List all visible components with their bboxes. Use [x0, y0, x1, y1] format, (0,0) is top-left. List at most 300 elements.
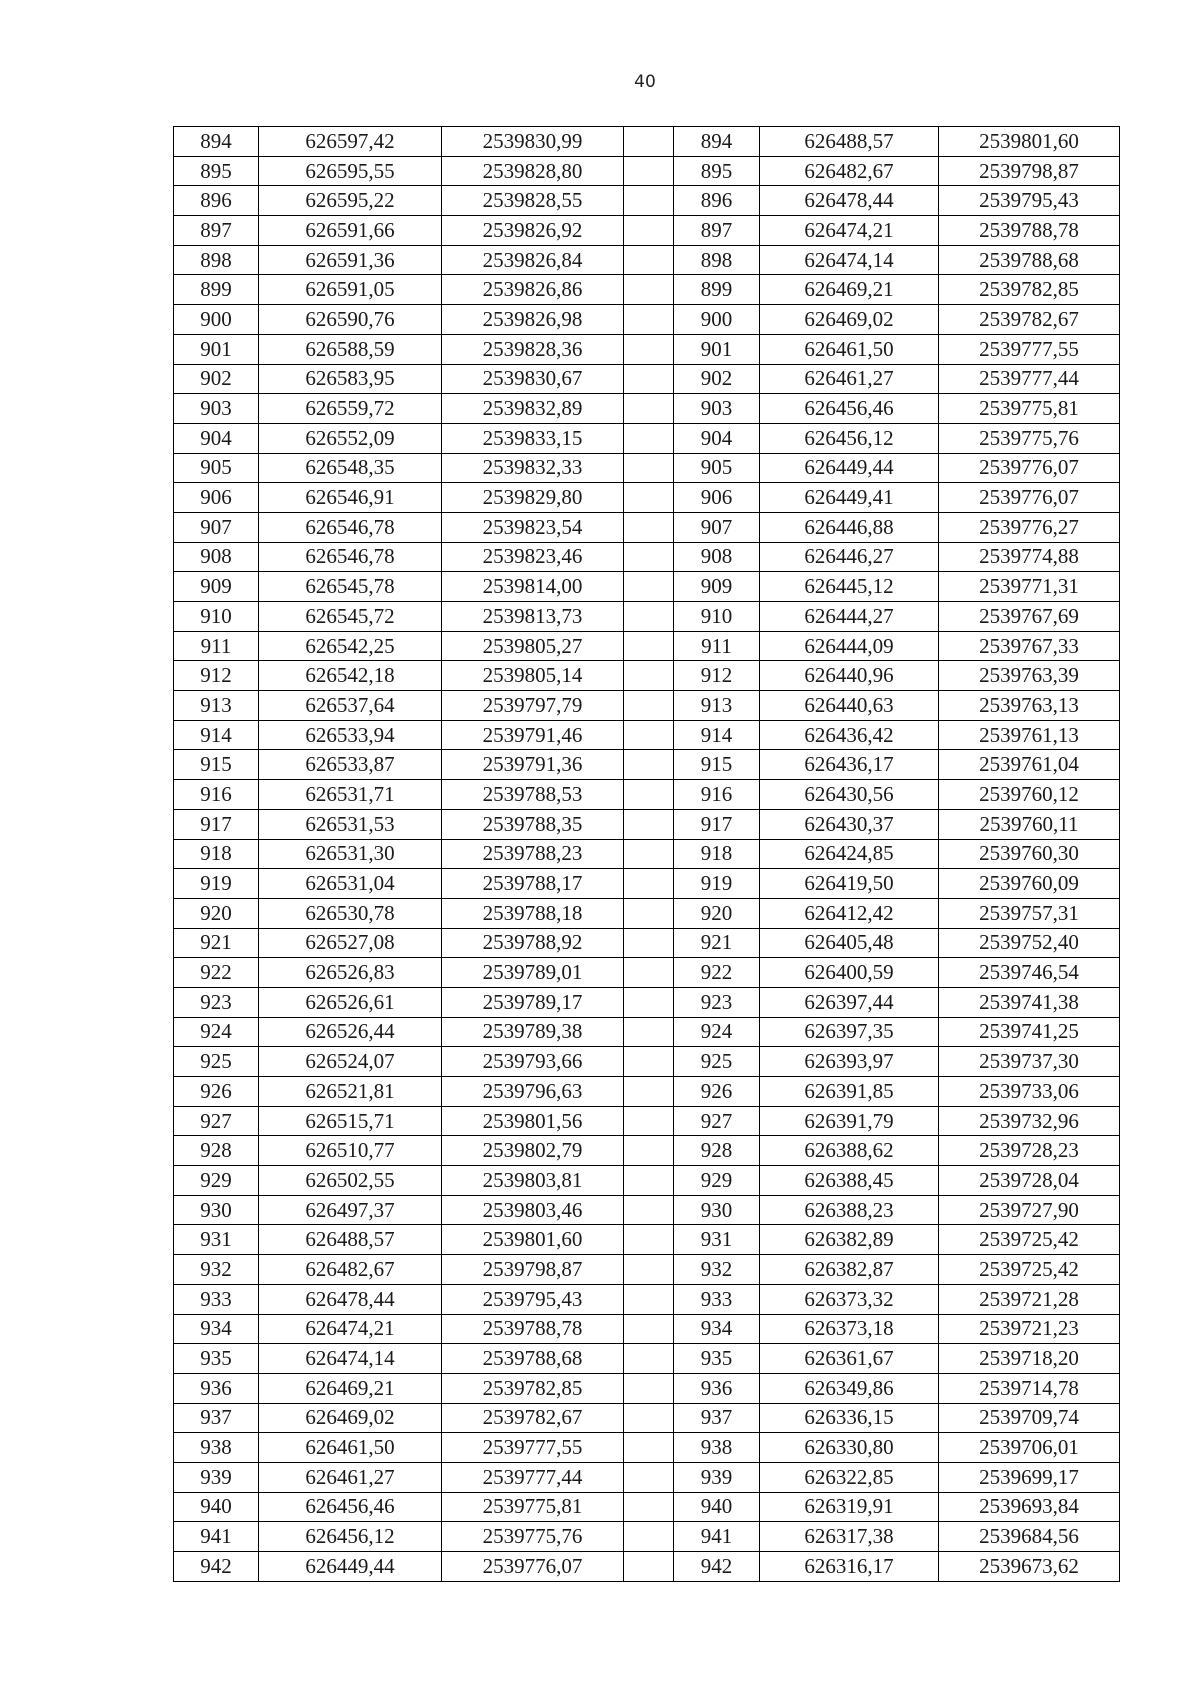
right-y-coordinate-cell: 2539801,60: [939, 127, 1120, 157]
left-x-coordinate-cell: 626533,94: [259, 720, 442, 750]
left-x-coordinate-cell: 626548,35: [259, 453, 442, 483]
left-point-number-cell: 938: [174, 1433, 259, 1463]
right-y-coordinate-cell: 2539760,12: [939, 780, 1120, 810]
table-row: [174, 1017, 1120, 1047]
left-x-coordinate-cell: 626597,42: [259, 127, 442, 157]
left-point-number-cell: 932: [174, 1255, 259, 1285]
right-y-coordinate-cell: 2539721,23: [939, 1314, 1120, 1344]
left-x-coordinate-cell: 626521,81: [259, 1077, 442, 1107]
left-point-number-cell: 913: [174, 691, 259, 721]
right-point-number-cell: 925: [674, 1047, 760, 1077]
left-x-coordinate-cell: 626530,78: [259, 898, 442, 928]
table-row: [174, 631, 1120, 661]
right-x-coordinate-cell: 626336,15: [760, 1403, 939, 1433]
left-y-coordinate-cell: 2539789,17: [442, 987, 624, 1017]
page-number: 40: [634, 72, 656, 92]
right-point-number-cell: 921: [674, 928, 760, 958]
right-point-number-cell: 895: [674, 156, 760, 186]
left-point-number-cell: 914: [174, 720, 259, 750]
left-y-coordinate-cell: 2539826,84: [442, 245, 624, 275]
left-y-coordinate-cell: 2539833,15: [442, 423, 624, 453]
empty-separator-cell: [624, 602, 674, 632]
right-point-number-cell: 939: [674, 1462, 760, 1492]
left-point-number-cell: 903: [174, 394, 259, 424]
right-x-coordinate-cell: 626373,32: [760, 1284, 939, 1314]
right-point-number-cell: 911: [674, 631, 760, 661]
empty-separator-cell: [624, 216, 674, 246]
right-x-coordinate-cell: 626419,50: [760, 869, 939, 899]
table-row: [174, 1492, 1120, 1522]
empty-separator-cell: [624, 1344, 674, 1374]
left-y-coordinate-cell: 2539801,56: [442, 1106, 624, 1136]
table-row: [174, 1373, 1120, 1403]
left-y-coordinate-cell: 2539828,55: [442, 186, 624, 216]
empty-separator-cell: [624, 1136, 674, 1166]
left-point-number-cell: 935: [174, 1344, 259, 1374]
table-row: [174, 1433, 1120, 1463]
right-x-coordinate-cell: 626393,97: [760, 1047, 939, 1077]
right-x-coordinate-cell: 626388,45: [760, 1166, 939, 1196]
right-point-number-cell: 900: [674, 305, 760, 335]
left-point-number-cell: 895: [174, 156, 259, 186]
empty-separator-cell: [624, 1522, 674, 1552]
left-point-number-cell: 902: [174, 364, 259, 394]
left-point-number-cell: 936: [174, 1373, 259, 1403]
right-y-coordinate-cell: 2539728,04: [939, 1166, 1120, 1196]
left-x-coordinate-cell: 626542,25: [259, 631, 442, 661]
left-x-coordinate-cell: 626456,46: [259, 1492, 442, 1522]
left-x-coordinate-cell: 626461,50: [259, 1433, 442, 1463]
empty-separator-cell: [624, 275, 674, 305]
left-point-number-cell: 910: [174, 602, 259, 632]
left-point-number-cell: 934: [174, 1314, 259, 1344]
left-y-coordinate-cell: 2539788,35: [442, 809, 624, 839]
right-point-number-cell: 914: [674, 720, 760, 750]
right-point-number-cell: 918: [674, 839, 760, 869]
right-x-coordinate-cell: 626445,12: [760, 572, 939, 602]
left-x-coordinate-cell: 626469,02: [259, 1403, 442, 1433]
left-point-number-cell: 941: [174, 1522, 259, 1552]
left-y-coordinate-cell: 2539828,80: [442, 156, 624, 186]
right-point-number-cell: 922: [674, 958, 760, 988]
right-y-coordinate-cell: 2539763,13: [939, 691, 1120, 721]
right-y-coordinate-cell: 2539699,17: [939, 1462, 1120, 1492]
table-row: [174, 186, 1120, 216]
right-y-coordinate-cell: 2539774,88: [939, 542, 1120, 572]
table-row: [174, 987, 1120, 1017]
right-x-coordinate-cell: 626488,57: [760, 127, 939, 157]
left-y-coordinate-cell: 2539782,85: [442, 1373, 624, 1403]
right-y-coordinate-cell: 2539732,96: [939, 1106, 1120, 1136]
right-point-number-cell: 908: [674, 542, 760, 572]
table-row: [174, 602, 1120, 632]
right-x-coordinate-cell: 626446,27: [760, 542, 939, 572]
empty-separator-cell: [624, 691, 674, 721]
right-y-coordinate-cell: 2539721,28: [939, 1284, 1120, 1314]
left-y-coordinate-cell: 2539788,17: [442, 869, 624, 899]
right-x-coordinate-cell: 626397,35: [760, 1017, 939, 1047]
right-y-coordinate-cell: 2539757,31: [939, 898, 1120, 928]
left-point-number-cell: 922: [174, 958, 259, 988]
empty-separator-cell: [624, 1106, 674, 1136]
right-point-number-cell: 901: [674, 334, 760, 364]
right-x-coordinate-cell: 626461,27: [760, 364, 939, 394]
right-y-coordinate-cell: 2539741,25: [939, 1017, 1120, 1047]
empty-separator-cell: [624, 1314, 674, 1344]
left-x-coordinate-cell: 626456,12: [259, 1522, 442, 1552]
left-x-coordinate-cell: 626546,91: [259, 483, 442, 513]
right-point-number-cell: 927: [674, 1106, 760, 1136]
right-x-coordinate-cell: 626449,44: [760, 453, 939, 483]
left-y-coordinate-cell: 2539775,81: [442, 1492, 624, 1522]
right-x-coordinate-cell: 626469,21: [760, 275, 939, 305]
right-x-coordinate-cell: 626382,87: [760, 1255, 939, 1285]
left-y-coordinate-cell: 2539788,92: [442, 928, 624, 958]
left-y-coordinate-cell: 2539814,00: [442, 572, 624, 602]
table-row: [174, 127, 1120, 157]
right-x-coordinate-cell: 626373,18: [760, 1314, 939, 1344]
empty-separator-cell: [624, 394, 674, 424]
left-y-coordinate-cell: 2539793,66: [442, 1047, 624, 1077]
right-point-number-cell: 905: [674, 453, 760, 483]
table-row: [174, 928, 1120, 958]
right-y-coordinate-cell: 2539746,54: [939, 958, 1120, 988]
right-y-coordinate-cell: 2539782,67: [939, 305, 1120, 335]
empty-separator-cell: [624, 1017, 674, 1047]
left-x-coordinate-cell: 626591,66: [259, 216, 442, 246]
empty-separator-cell: [624, 305, 674, 335]
right-x-coordinate-cell: 626412,42: [760, 898, 939, 928]
coordinates-table: [173, 126, 1120, 1582]
right-x-coordinate-cell: 626449,41: [760, 483, 939, 513]
left-y-coordinate-cell: 2539823,54: [442, 512, 624, 542]
table-row: [174, 839, 1120, 869]
table-row: [174, 156, 1120, 186]
left-x-coordinate-cell: 626488,57: [259, 1225, 442, 1255]
right-x-coordinate-cell: 626316,17: [760, 1552, 939, 1582]
right-point-number-cell: 912: [674, 661, 760, 691]
right-x-coordinate-cell: 626436,42: [760, 720, 939, 750]
right-point-number-cell: 934: [674, 1314, 760, 1344]
left-y-coordinate-cell: 2539777,44: [442, 1462, 624, 1492]
left-y-coordinate-cell: 2539795,43: [442, 1284, 624, 1314]
left-point-number-cell: 942: [174, 1552, 259, 1582]
empty-separator-cell: [624, 364, 674, 394]
right-y-coordinate-cell: 2539771,31: [939, 572, 1120, 602]
left-x-coordinate-cell: 626552,09: [259, 423, 442, 453]
right-y-coordinate-cell: 2539737,30: [939, 1047, 1120, 1077]
right-y-coordinate-cell: 2539777,55: [939, 334, 1120, 364]
table-row: [174, 1403, 1120, 1433]
right-x-coordinate-cell: 626444,09: [760, 631, 939, 661]
left-y-coordinate-cell: 2539832,89: [442, 394, 624, 424]
left-point-number-cell: 921: [174, 928, 259, 958]
table-row: [174, 898, 1120, 928]
right-y-coordinate-cell: 2539798,87: [939, 156, 1120, 186]
right-point-number-cell: 896: [674, 186, 760, 216]
table-row: [174, 809, 1120, 839]
left-point-number-cell: 911: [174, 631, 259, 661]
right-point-number-cell: 940: [674, 1492, 760, 1522]
empty-separator-cell: [624, 483, 674, 513]
right-point-number-cell: 924: [674, 1017, 760, 1047]
left-y-coordinate-cell: 2539805,27: [442, 631, 624, 661]
right-x-coordinate-cell: 626456,46: [760, 394, 939, 424]
right-x-coordinate-cell: 626446,88: [760, 512, 939, 542]
left-y-coordinate-cell: 2539830,67: [442, 364, 624, 394]
right-y-coordinate-cell: 2539776,07: [939, 483, 1120, 513]
right-y-coordinate-cell: 2539760,11: [939, 809, 1120, 839]
table-row: [174, 1255, 1120, 1285]
right-y-coordinate-cell: 2539775,81: [939, 394, 1120, 424]
right-x-coordinate-cell: 626322,85: [760, 1462, 939, 1492]
left-point-number-cell: 907: [174, 512, 259, 542]
right-point-number-cell: 917: [674, 809, 760, 839]
right-y-coordinate-cell: 2539706,01: [939, 1433, 1120, 1463]
right-x-coordinate-cell: 626388,23: [760, 1195, 939, 1225]
left-x-coordinate-cell: 626515,71: [259, 1106, 442, 1136]
right-y-coordinate-cell: 2539788,78: [939, 216, 1120, 246]
left-point-number-cell: 927: [174, 1106, 259, 1136]
right-y-coordinate-cell: 2539767,33: [939, 631, 1120, 661]
left-point-number-cell: 933: [174, 1284, 259, 1314]
left-y-coordinate-cell: 2539776,07: [442, 1552, 624, 1582]
empty-separator-cell: [624, 631, 674, 661]
right-y-coordinate-cell: 2539767,69: [939, 602, 1120, 632]
table-row: [174, 1195, 1120, 1225]
right-point-number-cell: 926: [674, 1077, 760, 1107]
right-point-number-cell: 929: [674, 1166, 760, 1196]
left-x-coordinate-cell: 626449,44: [259, 1552, 442, 1582]
empty-separator-cell: [624, 542, 674, 572]
right-x-coordinate-cell: 626469,02: [760, 305, 939, 335]
left-y-coordinate-cell: 2539775,76: [442, 1522, 624, 1552]
left-point-number-cell: 898: [174, 245, 259, 275]
left-point-number-cell: 909: [174, 572, 259, 602]
empty-separator-cell: [624, 928, 674, 958]
empty-separator-cell: [624, 1433, 674, 1463]
left-y-coordinate-cell: 2539796,63: [442, 1077, 624, 1107]
left-point-number-cell: 915: [174, 750, 259, 780]
right-point-number-cell: 904: [674, 423, 760, 453]
table-row: [174, 1314, 1120, 1344]
left-point-number-cell: 912: [174, 661, 259, 691]
table-row: [174, 661, 1120, 691]
empty-separator-cell: [624, 780, 674, 810]
right-point-number-cell: 906: [674, 483, 760, 513]
left-y-coordinate-cell: 2539829,80: [442, 483, 624, 513]
left-y-coordinate-cell: 2539826,92: [442, 216, 624, 246]
right-y-coordinate-cell: 2539761,13: [939, 720, 1120, 750]
table-row: [174, 542, 1120, 572]
table-row: [174, 720, 1120, 750]
left-x-coordinate-cell: 626595,22: [259, 186, 442, 216]
left-x-coordinate-cell: 626526,61: [259, 987, 442, 1017]
right-x-coordinate-cell: 626391,79: [760, 1106, 939, 1136]
right-y-coordinate-cell: 2539752,40: [939, 928, 1120, 958]
left-y-coordinate-cell: 2539789,01: [442, 958, 624, 988]
left-y-coordinate-cell: 2539801,60: [442, 1225, 624, 1255]
right-x-coordinate-cell: 626474,14: [760, 245, 939, 275]
left-point-number-cell: 937: [174, 1403, 259, 1433]
left-point-number-cell: 928: [174, 1136, 259, 1166]
left-y-coordinate-cell: 2539828,36: [442, 334, 624, 364]
table-row: [174, 512, 1120, 542]
table-row: [174, 1522, 1120, 1552]
left-x-coordinate-cell: 626502,55: [259, 1166, 442, 1196]
left-y-coordinate-cell: 2539789,38: [442, 1017, 624, 1047]
right-x-coordinate-cell: 626440,63: [760, 691, 939, 721]
table-row: [174, 394, 1120, 424]
table-row: [174, 1077, 1120, 1107]
right-y-coordinate-cell: 2539776,07: [939, 453, 1120, 483]
right-x-coordinate-cell: 626330,80: [760, 1433, 939, 1463]
table-row: [174, 1552, 1120, 1582]
left-x-coordinate-cell: 626545,78: [259, 572, 442, 602]
table-row: [174, 572, 1120, 602]
right-point-number-cell: 938: [674, 1433, 760, 1463]
table-row: [174, 245, 1120, 275]
left-y-coordinate-cell: 2539805,14: [442, 661, 624, 691]
right-point-number-cell: 931: [674, 1225, 760, 1255]
left-y-coordinate-cell: 2539803,81: [442, 1166, 624, 1196]
left-y-coordinate-cell: 2539813,73: [442, 602, 624, 632]
right-x-coordinate-cell: 626317,38: [760, 1522, 939, 1552]
left-point-number-cell: 896: [174, 186, 259, 216]
right-x-coordinate-cell: 626430,56: [760, 780, 939, 810]
left-y-coordinate-cell: 2539788,78: [442, 1314, 624, 1344]
empty-separator-cell: [624, 127, 674, 157]
empty-separator-cell: [624, 186, 674, 216]
left-y-coordinate-cell: 2539788,18: [442, 898, 624, 928]
table-row: [174, 958, 1120, 988]
empty-separator-cell: [624, 839, 674, 869]
right-point-number-cell: 937: [674, 1403, 760, 1433]
right-y-coordinate-cell: 2539727,90: [939, 1195, 1120, 1225]
right-y-coordinate-cell: 2539788,68: [939, 245, 1120, 275]
empty-separator-cell: [624, 423, 674, 453]
right-y-coordinate-cell: 2539760,30: [939, 839, 1120, 869]
right-y-coordinate-cell: 2539761,04: [939, 750, 1120, 780]
right-point-number-cell: 894: [674, 127, 760, 157]
table-row: [174, 364, 1120, 394]
right-point-number-cell: 916: [674, 780, 760, 810]
right-x-coordinate-cell: 626424,85: [760, 839, 939, 869]
left-y-coordinate-cell: 2539832,33: [442, 453, 624, 483]
left-y-coordinate-cell: 2539782,67: [442, 1403, 624, 1433]
empty-separator-cell: [624, 1403, 674, 1433]
right-y-coordinate-cell: 2539714,78: [939, 1373, 1120, 1403]
left-y-coordinate-cell: 2539791,36: [442, 750, 624, 780]
right-x-coordinate-cell: 626382,89: [760, 1225, 939, 1255]
left-x-coordinate-cell: 626527,08: [259, 928, 442, 958]
empty-separator-cell: [624, 1373, 674, 1403]
right-point-number-cell: 936: [674, 1373, 760, 1403]
empty-separator-cell: [624, 1166, 674, 1196]
table-row: [174, 1047, 1120, 1077]
table-row: [174, 216, 1120, 246]
right-y-coordinate-cell: 2539763,39: [939, 661, 1120, 691]
left-point-number-cell: 930: [174, 1195, 259, 1225]
left-x-coordinate-cell: 626591,36: [259, 245, 442, 275]
left-x-coordinate-cell: 626478,44: [259, 1284, 442, 1314]
right-point-number-cell: 899: [674, 275, 760, 305]
table-row: [174, 750, 1120, 780]
right-x-coordinate-cell: 626456,12: [760, 423, 939, 453]
right-y-coordinate-cell: 2539741,38: [939, 987, 1120, 1017]
left-x-coordinate-cell: 626545,72: [259, 602, 442, 632]
left-y-coordinate-cell: 2539830,99: [442, 127, 624, 157]
empty-separator-cell: [624, 1047, 674, 1077]
right-x-coordinate-cell: 626391,85: [760, 1077, 939, 1107]
right-x-coordinate-cell: 626349,86: [760, 1373, 939, 1403]
right-y-coordinate-cell: 2539684,56: [939, 1522, 1120, 1552]
left-y-coordinate-cell: 2539798,87: [442, 1255, 624, 1285]
left-point-number-cell: 929: [174, 1166, 259, 1196]
empty-separator-cell: [624, 958, 674, 988]
left-x-coordinate-cell: 626524,07: [259, 1047, 442, 1077]
left-x-coordinate-cell: 626531,30: [259, 839, 442, 869]
right-point-number-cell: 920: [674, 898, 760, 928]
table-row: [174, 483, 1120, 513]
right-x-coordinate-cell: 626436,17: [760, 750, 939, 780]
table-row: [174, 453, 1120, 483]
left-x-coordinate-cell: 626497,37: [259, 1195, 442, 1225]
left-y-coordinate-cell: 2539788,68: [442, 1344, 624, 1374]
left-y-coordinate-cell: 2539791,46: [442, 720, 624, 750]
left-x-coordinate-cell: 626469,21: [259, 1373, 442, 1403]
table-row: [174, 1225, 1120, 1255]
right-point-number-cell: 923: [674, 987, 760, 1017]
left-y-coordinate-cell: 2539823,46: [442, 542, 624, 572]
empty-separator-cell: [624, 245, 674, 275]
right-x-coordinate-cell: 626440,96: [760, 661, 939, 691]
right-x-coordinate-cell: 626430,37: [760, 809, 939, 839]
right-y-coordinate-cell: 2539673,62: [939, 1552, 1120, 1582]
left-y-coordinate-cell: 2539788,53: [442, 780, 624, 810]
left-point-number-cell: 906: [174, 483, 259, 513]
coordinates-table-body: [174, 127, 1120, 1582]
left-y-coordinate-cell: 2539802,79: [442, 1136, 624, 1166]
empty-separator-cell: [624, 869, 674, 899]
empty-separator-cell: [624, 898, 674, 928]
table-row: [174, 1166, 1120, 1196]
left-point-number-cell: 894: [174, 127, 259, 157]
left-point-number-cell: 916: [174, 780, 259, 810]
left-x-coordinate-cell: 626590,76: [259, 305, 442, 335]
right-x-coordinate-cell: 626361,67: [760, 1344, 939, 1374]
right-point-number-cell: 933: [674, 1284, 760, 1314]
table-row: [174, 1136, 1120, 1166]
left-point-number-cell: 940: [174, 1492, 259, 1522]
left-y-coordinate-cell: 2539777,55: [442, 1433, 624, 1463]
left-point-number-cell: 904: [174, 423, 259, 453]
right-x-coordinate-cell: 626388,62: [760, 1136, 939, 1166]
left-y-coordinate-cell: 2539788,23: [442, 839, 624, 869]
left-x-coordinate-cell: 626474,14: [259, 1344, 442, 1374]
empty-separator-cell: [624, 512, 674, 542]
right-y-coordinate-cell: 2539733,06: [939, 1077, 1120, 1107]
right-point-number-cell: 903: [674, 394, 760, 424]
empty-separator-cell: [624, 1195, 674, 1225]
left-y-coordinate-cell: 2539797,79: [442, 691, 624, 721]
empty-separator-cell: [624, 1225, 674, 1255]
right-y-coordinate-cell: 2539777,44: [939, 364, 1120, 394]
left-x-coordinate-cell: 626510,77: [259, 1136, 442, 1166]
right-x-coordinate-cell: 626405,48: [760, 928, 939, 958]
table-row: [174, 1462, 1120, 1492]
right-point-number-cell: 941: [674, 1522, 760, 1552]
